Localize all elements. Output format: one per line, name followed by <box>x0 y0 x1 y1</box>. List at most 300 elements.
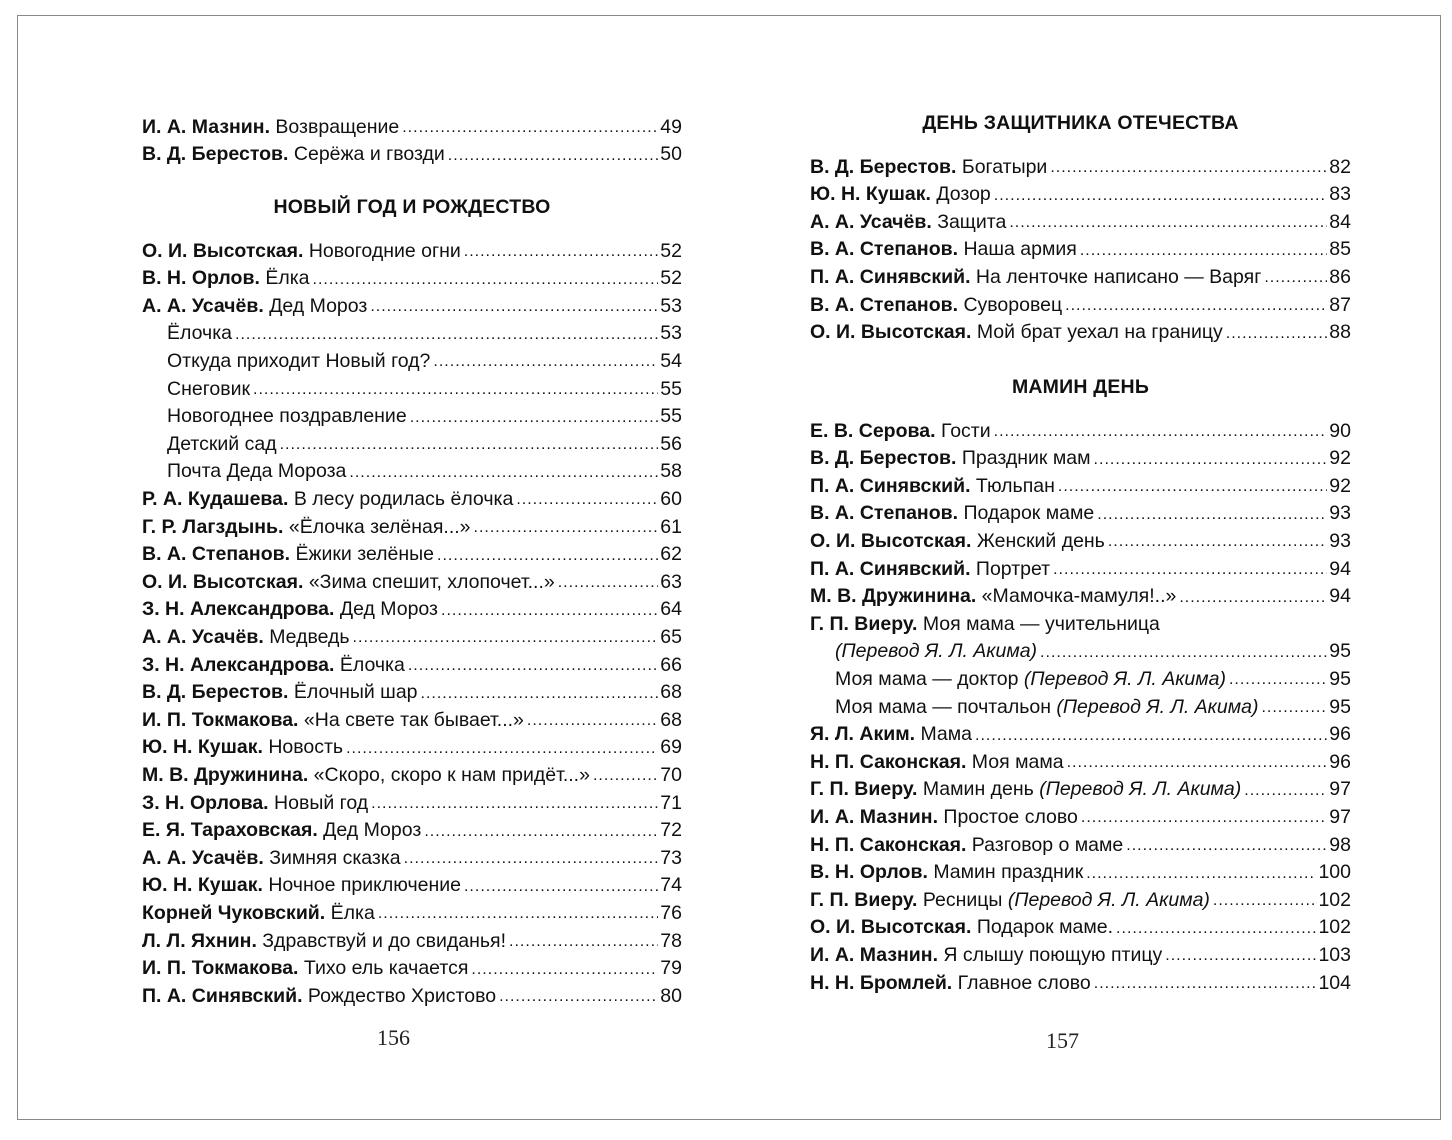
entry-title: Ёлочный шар <box>293 681 418 704</box>
dot-leader <box>1097 507 1327 521</box>
entry-text <box>142 239 461 262</box>
toc-entry <box>142 318 682 344</box>
dot-leader <box>1067 755 1328 769</box>
dot-leader <box>437 548 658 562</box>
entry-page-number: 52 <box>660 267 682 290</box>
entry-author: П. А. Синявский. <box>810 265 971 288</box>
entry-author: Р. А. Кудашева. <box>142 487 289 510</box>
entry-title: Разговор о маме <box>971 833 1124 856</box>
entry-title: Женский день <box>976 529 1105 552</box>
entry-title: Ёжики зелёные <box>295 543 435 566</box>
entry-page-number: 86 <box>1329 265 1351 288</box>
entry-title: Я слышу поющую птицу <box>943 943 1163 966</box>
entry-text <box>142 763 590 786</box>
entry-author: В. Д. Берестов. <box>142 681 289 704</box>
entry-author: О. И. Высотская. <box>810 321 972 344</box>
toc-entry <box>810 234 1351 260</box>
dot-leader <box>1126 838 1327 852</box>
entry-text <box>142 377 251 400</box>
dot-leader <box>346 741 658 755</box>
entry-author: П. А. Синявский. <box>142 984 303 1007</box>
entry-page-number: 66 <box>660 653 682 676</box>
dot-leader <box>499 989 658 1003</box>
toc-entry <box>142 980 682 1006</box>
toc-entry <box>810 317 1351 343</box>
toc-entry <box>810 608 1351 634</box>
entry-author: В. Д. Берестов. <box>810 447 957 470</box>
entry-page-number: 61 <box>660 515 682 538</box>
dot-leader <box>509 934 658 948</box>
entry-title: Здравствуй и до свиданья! <box>262 929 507 952</box>
entry-text <box>810 210 1007 233</box>
dot-leader <box>408 658 658 672</box>
entry-text <box>810 323 1223 343</box>
entry-title: Откуда приходит Новый год? <box>167 349 431 372</box>
entry-title: Главное слово <box>957 971 1091 994</box>
entry-page-number: 65 <box>660 625 682 648</box>
entry-page-number: 60 <box>660 487 682 510</box>
toc-entry <box>142 401 682 427</box>
toc-entry <box>810 525 1351 551</box>
entry-author: В. А. Степанов. <box>810 293 959 316</box>
entry-text <box>142 738 343 758</box>
entry-author: О. И. Высотская. <box>142 570 304 593</box>
toc-entry <box>142 456 682 482</box>
entry-page-number: 69 <box>660 736 682 759</box>
entry-page-number: 85 <box>1329 238 1351 261</box>
entry-text <box>142 846 401 869</box>
dot-leader <box>1226 326 1328 340</box>
entry-page-number: 94 <box>1329 585 1351 608</box>
entry-author: Н. П. Саконская. <box>810 833 967 856</box>
entry-author: Ю. Н. Кушак. <box>142 874 263 897</box>
entry-author: В. Д. Берестов. <box>142 143 289 166</box>
entry-page-number: 102 <box>1318 888 1351 911</box>
dot-leader <box>1094 976 1317 990</box>
toc-entry <box>142 815 682 841</box>
entry-text <box>810 888 1210 911</box>
entry-title: Гости <box>940 419 991 442</box>
toc-entry <box>810 151 1351 177</box>
entry-title: Снеговик <box>167 377 251 400</box>
section-heading-mothers-day: МАМИН ДЕНЬ <box>1011 376 1150 398</box>
entry-page-number: 63 <box>660 570 682 593</box>
toc-entry <box>142 897 682 923</box>
entry-author: П. А. Синявский. <box>810 557 971 580</box>
entry-author: Ю. Н. Кушак. <box>810 183 931 206</box>
dot-leader <box>593 768 658 782</box>
dot-leader <box>1264 270 1327 284</box>
entry-author: М. В. Дружинина. <box>142 763 309 786</box>
entry-author: О. И. Высотская. <box>810 916 972 939</box>
toc-entry <box>142 428 682 454</box>
entry-page-number: 74 <box>660 874 682 897</box>
dot-leader <box>441 603 658 617</box>
entry-title: Зимняя сказка <box>269 846 401 869</box>
toc-entry <box>810 884 1351 910</box>
entry-author: Е. Я. Тараховская. <box>142 819 318 842</box>
entry-title: «Ёлочка зелёная...» <box>288 515 471 538</box>
entry-text <box>142 269 310 289</box>
entry-title: Подарок маме. <box>976 916 1114 939</box>
dot-leader <box>464 879 658 893</box>
toc-entry <box>810 415 1351 441</box>
entry-text <box>142 821 421 841</box>
entry-title: Моя мама — учительница <box>922 612 1160 635</box>
entry-page-number: 87 <box>1329 293 1351 316</box>
dot-leader <box>1080 243 1327 257</box>
entry-title: Простое слово <box>943 805 1078 828</box>
dot-leader <box>1261 700 1327 714</box>
entry-page-number: 68 <box>660 681 682 704</box>
entry-text <box>810 642 1037 662</box>
toc-entry <box>810 553 1351 579</box>
toc-entry <box>142 759 682 785</box>
dot-leader <box>1229 672 1327 686</box>
entry-text <box>810 265 1262 288</box>
dot-leader <box>370 299 658 313</box>
entry-page-number: 53 <box>660 322 682 345</box>
entry-text <box>142 432 277 455</box>
dot-leader <box>433 354 658 368</box>
entry-text <box>810 240 1077 260</box>
toc-entry <box>810 470 1351 496</box>
dot-leader <box>313 272 659 286</box>
entry-page-number: 54 <box>660 349 682 372</box>
entry-title: Новость <box>268 736 344 759</box>
toc-entry <box>142 953 682 979</box>
entry-title: Серёжа и гвозди <box>293 143 445 166</box>
toc-entry <box>142 539 682 565</box>
dot-leader <box>402 120 658 134</box>
entry-title: Богатыри <box>961 155 1048 178</box>
entry-page-number: 102 <box>1318 916 1351 939</box>
entry-text <box>810 587 1176 607</box>
entry-text <box>142 901 375 924</box>
toc-entry <box>142 511 682 537</box>
entry-page-number: 55 <box>660 405 682 428</box>
entry-author: Корней Чуковский. <box>142 901 326 924</box>
page-number-left: 156 <box>377 1025 410 1050</box>
entry-author: И. А. Мазнин. <box>810 805 938 828</box>
entry-text <box>142 600 438 620</box>
entry-text <box>142 115 400 138</box>
dot-leader <box>994 188 1328 202</box>
toc-entry <box>810 581 1351 607</box>
entry-title: Защита <box>937 210 1007 233</box>
entry-title: Почта Деда Мороза <box>167 460 347 483</box>
entry-text <box>142 653 405 676</box>
entry-text <box>810 667 1226 690</box>
entry-title: Праздник мам <box>961 447 1091 470</box>
entry-page-number: 49 <box>660 115 682 138</box>
entry-page-number: 73 <box>660 846 682 869</box>
entry-title: Новый год <box>274 791 369 814</box>
entry-page-number: 52 <box>660 239 682 262</box>
entry-title: Дед Мороз <box>269 294 368 317</box>
entry-page-number: 95 <box>1329 667 1351 690</box>
dot-leader <box>448 148 659 162</box>
entry-page-number: 68 <box>660 708 682 731</box>
toc-entry <box>810 636 1351 662</box>
entry-title: Рождество Христово <box>307 984 497 1007</box>
toc-entry <box>142 621 682 647</box>
toc-entry <box>142 677 682 703</box>
toc-entry <box>810 746 1351 772</box>
toc-entry <box>810 179 1351 205</box>
toc-entry <box>142 594 682 620</box>
entry-text <box>810 805 1078 828</box>
dot-leader <box>404 851 659 865</box>
entry-author: А. А. Усачёв. <box>142 625 264 648</box>
dot-leader <box>994 424 1328 438</box>
dot-leader <box>471 962 658 976</box>
entry-page-number: 92 <box>1329 474 1351 497</box>
entry-text <box>810 449 1091 469</box>
dot-leader <box>378 906 658 920</box>
entry-page-number: 96 <box>1329 723 1351 746</box>
entry-author: Л. Л. Яхнин. <box>142 929 257 952</box>
entry-page-number: 104 <box>1318 971 1351 994</box>
entry-title: Мамин праздник <box>933 861 1084 884</box>
entry-author: Ю. Н. Кушак. <box>142 736 263 759</box>
entry-text <box>810 943 1163 966</box>
dot-leader <box>1213 893 1317 907</box>
toc-entry <box>810 774 1351 800</box>
entry-title: Новогодние огни <box>308 239 461 262</box>
entry-text <box>810 529 1105 552</box>
entry-text <box>142 708 524 731</box>
entry-page-number: 76 <box>660 901 682 924</box>
entry-page-number: 56 <box>660 432 682 455</box>
entry-author: А. А. Усачёв. <box>142 294 264 317</box>
dot-leader <box>1058 479 1327 493</box>
dot-leader <box>253 382 658 396</box>
entry-page-number: 84 <box>1329 210 1351 233</box>
entry-translator: (Перевод Я. Л. Акима) <box>1039 778 1242 801</box>
entry-text <box>810 863 1083 883</box>
entry-page-number: 71 <box>660 791 682 814</box>
entry-text <box>810 504 1094 524</box>
entry-author: В. Н. Орлов. <box>810 861 928 884</box>
dot-leader <box>1116 921 1316 935</box>
entry-title: «Зима спешит, хлопочет...» <box>308 570 555 593</box>
entry-text <box>142 984 497 1007</box>
entry-title: Портрет <box>975 557 1051 580</box>
entry-author: И. П. Токмакова. <box>142 708 299 731</box>
entry-author: Я. Л. Аким. <box>810 723 916 746</box>
toc-entry <box>142 373 682 399</box>
dot-leader <box>474 520 659 534</box>
entry-author: Г. П. Виеру. <box>810 778 918 801</box>
entry-text <box>142 515 471 538</box>
entry-translator: (Перевод Я. Л. Акима) <box>1056 695 1259 718</box>
entry-text <box>142 545 434 565</box>
toc-entry <box>810 443 1351 469</box>
entry-title: В лесу родилась ёлочка <box>293 487 514 510</box>
section-heading-new-year: НОВЫЙ ГОД И РОЖДЕСТВО <box>273 196 551 218</box>
toc-entry <box>142 345 682 371</box>
dot-leader <box>410 410 659 424</box>
dot-leader <box>1165 948 1316 962</box>
entry-author: В. Д. Берестов. <box>810 155 957 178</box>
toc-entry <box>142 263 682 289</box>
dot-leader <box>424 824 658 838</box>
entry-author: Е. В. Серова. <box>810 419 936 442</box>
entry-text <box>810 725 972 745</box>
entry-title: Ёлка <box>330 901 375 924</box>
toc-entry <box>810 206 1351 232</box>
entry-author: А. А. Усачёв. <box>810 210 932 233</box>
entry-author: И. А. Мазнин. <box>810 943 938 966</box>
entry-title: Моя мама — почтальон <box>835 695 1051 718</box>
dot-leader <box>421 686 659 700</box>
page-number-right: 157 <box>1046 1028 1079 1053</box>
entry-page-number: 88 <box>1329 321 1351 344</box>
entry-title: «Мамочка-мамуля!..» <box>981 585 1177 608</box>
entry-title: Мама <box>920 723 973 746</box>
entry-title: Дед Мороз <box>323 819 422 842</box>
entry-text <box>810 293 1063 316</box>
dot-leader <box>516 492 658 506</box>
entry-page-number: 55 <box>660 377 682 400</box>
entry-author: П. А. Синявский. <box>810 474 971 497</box>
entry-title: Новогоднее поздравление <box>167 405 407 428</box>
entry-title: Суворовец <box>963 293 1063 316</box>
dot-leader <box>1108 534 1327 548</box>
toc-entry <box>810 663 1351 689</box>
toc-entry <box>142 235 682 261</box>
entry-text <box>142 349 431 372</box>
entry-title: Тюльпан <box>975 474 1055 497</box>
entry-page-number: 64 <box>660 598 682 621</box>
entry-translator: (Перевод Я. Л. Акима) <box>1023 667 1226 690</box>
entry-page-number: 50 <box>660 143 682 166</box>
entry-text <box>142 324 232 344</box>
entry-author: О. И. Высотская. <box>142 239 304 262</box>
entry-title: Ёлочка <box>339 653 405 676</box>
entry-title: Дед Мороз <box>339 598 438 621</box>
dot-leader <box>1086 866 1316 880</box>
toc-entry <box>810 939 1351 965</box>
entry-page-number: 96 <box>1329 750 1351 773</box>
entry-title: Ёлка <box>265 267 310 290</box>
entry-author: Н. П. Саконская. <box>810 750 967 773</box>
entry-text <box>142 791 369 814</box>
entry-text <box>142 462 346 482</box>
entry-title: Дозор <box>936 183 991 206</box>
dot-leader <box>464 244 659 258</box>
toc-entry <box>142 732 682 758</box>
dot-leader <box>558 575 659 589</box>
entry-page-number: 93 <box>1329 502 1351 525</box>
entry-text <box>810 695 1259 718</box>
entry-page-number: 53 <box>660 294 682 317</box>
entry-text <box>142 625 350 648</box>
toc-entry <box>142 842 682 868</box>
entry-page-number: 98 <box>1329 833 1351 856</box>
dot-leader <box>353 630 659 644</box>
entry-author: Г. Р. Лагздынь. <box>142 515 284 538</box>
dot-leader <box>1065 298 1327 312</box>
toc-entry <box>810 801 1351 827</box>
toc-entry <box>142 925 682 951</box>
entry-author: Н. Н. Бромлей. <box>810 971 953 994</box>
toc-entry <box>810 691 1351 717</box>
entry-text <box>810 419 991 442</box>
entry-page-number: 70 <box>660 763 682 786</box>
dot-leader <box>1081 810 1327 824</box>
entry-title: Ночное приключение <box>268 874 461 897</box>
dot-leader <box>1040 645 1327 659</box>
entry-text <box>810 474 1055 497</box>
entry-author: В. А. Степанов. <box>142 543 291 566</box>
entry-author: И. А. Мазнин. <box>142 115 270 138</box>
entry-text <box>142 145 445 165</box>
dot-leader <box>1053 562 1327 576</box>
dot-leader <box>527 713 658 727</box>
entry-title: Ёлочка <box>167 322 232 345</box>
entry-title: Ресницы <box>922 888 1003 911</box>
entry-author: А. А. Усачёв. <box>142 846 264 869</box>
toc-entry <box>142 787 682 813</box>
entry-title: «На свете так бывает...» <box>303 708 524 731</box>
entry-page-number: 103 <box>1318 943 1351 966</box>
entry-title: Моя мама <box>971 750 1064 773</box>
entry-title: Наша армия <box>963 238 1077 261</box>
toc-entry <box>142 704 682 730</box>
entry-title: На ленточке написано — Варяг <box>975 265 1262 288</box>
entry-page-number: 72 <box>660 819 682 842</box>
entry-author: М. В. Дружинина. <box>810 585 977 608</box>
dot-leader <box>1179 590 1327 604</box>
entry-author: И. П. Токмакова. <box>142 957 299 980</box>
dot-leader <box>1009 215 1327 229</box>
dot-leader <box>371 796 658 810</box>
entry-text <box>810 185 991 205</box>
entry-author: О. И. Высотская. <box>810 529 972 552</box>
entry-text <box>810 155 1048 178</box>
entry-text <box>142 959 468 979</box>
entry-text <box>810 612 1160 635</box>
dot-leader <box>1094 452 1328 466</box>
entry-author: З. Н. Александрова. <box>142 653 335 676</box>
entry-title: Мамин день <box>922 778 1034 801</box>
entry-text <box>142 683 418 703</box>
toc-entry <box>142 566 682 592</box>
entry-title: Детский сад <box>167 432 277 455</box>
entry-translator: (Перевод Я. Л. Акима) <box>1007 888 1210 911</box>
toc-entry <box>142 290 682 316</box>
entry-text <box>142 407 407 427</box>
entry-page-number: 100 <box>1318 861 1351 884</box>
entry-text <box>810 557 1051 580</box>
entry-page-number: 78 <box>660 929 682 952</box>
dot-leader <box>975 728 1327 742</box>
entry-title: «Скоро, скоро к нам придёт...» <box>313 763 590 786</box>
entry-page-number: 82 <box>1329 155 1351 178</box>
toc-entry <box>142 649 682 675</box>
entry-text <box>810 971 1091 994</box>
entry-page-number: 90 <box>1329 419 1351 442</box>
entry-author: Г. П. Виеру. <box>810 888 918 911</box>
entry-text <box>142 294 368 317</box>
entry-title: Медведь <box>269 625 350 648</box>
entry-page-number: 95 <box>1329 695 1351 718</box>
toc-entry <box>142 111 682 137</box>
entry-text <box>810 780 1241 800</box>
dot-leader <box>1244 783 1327 797</box>
